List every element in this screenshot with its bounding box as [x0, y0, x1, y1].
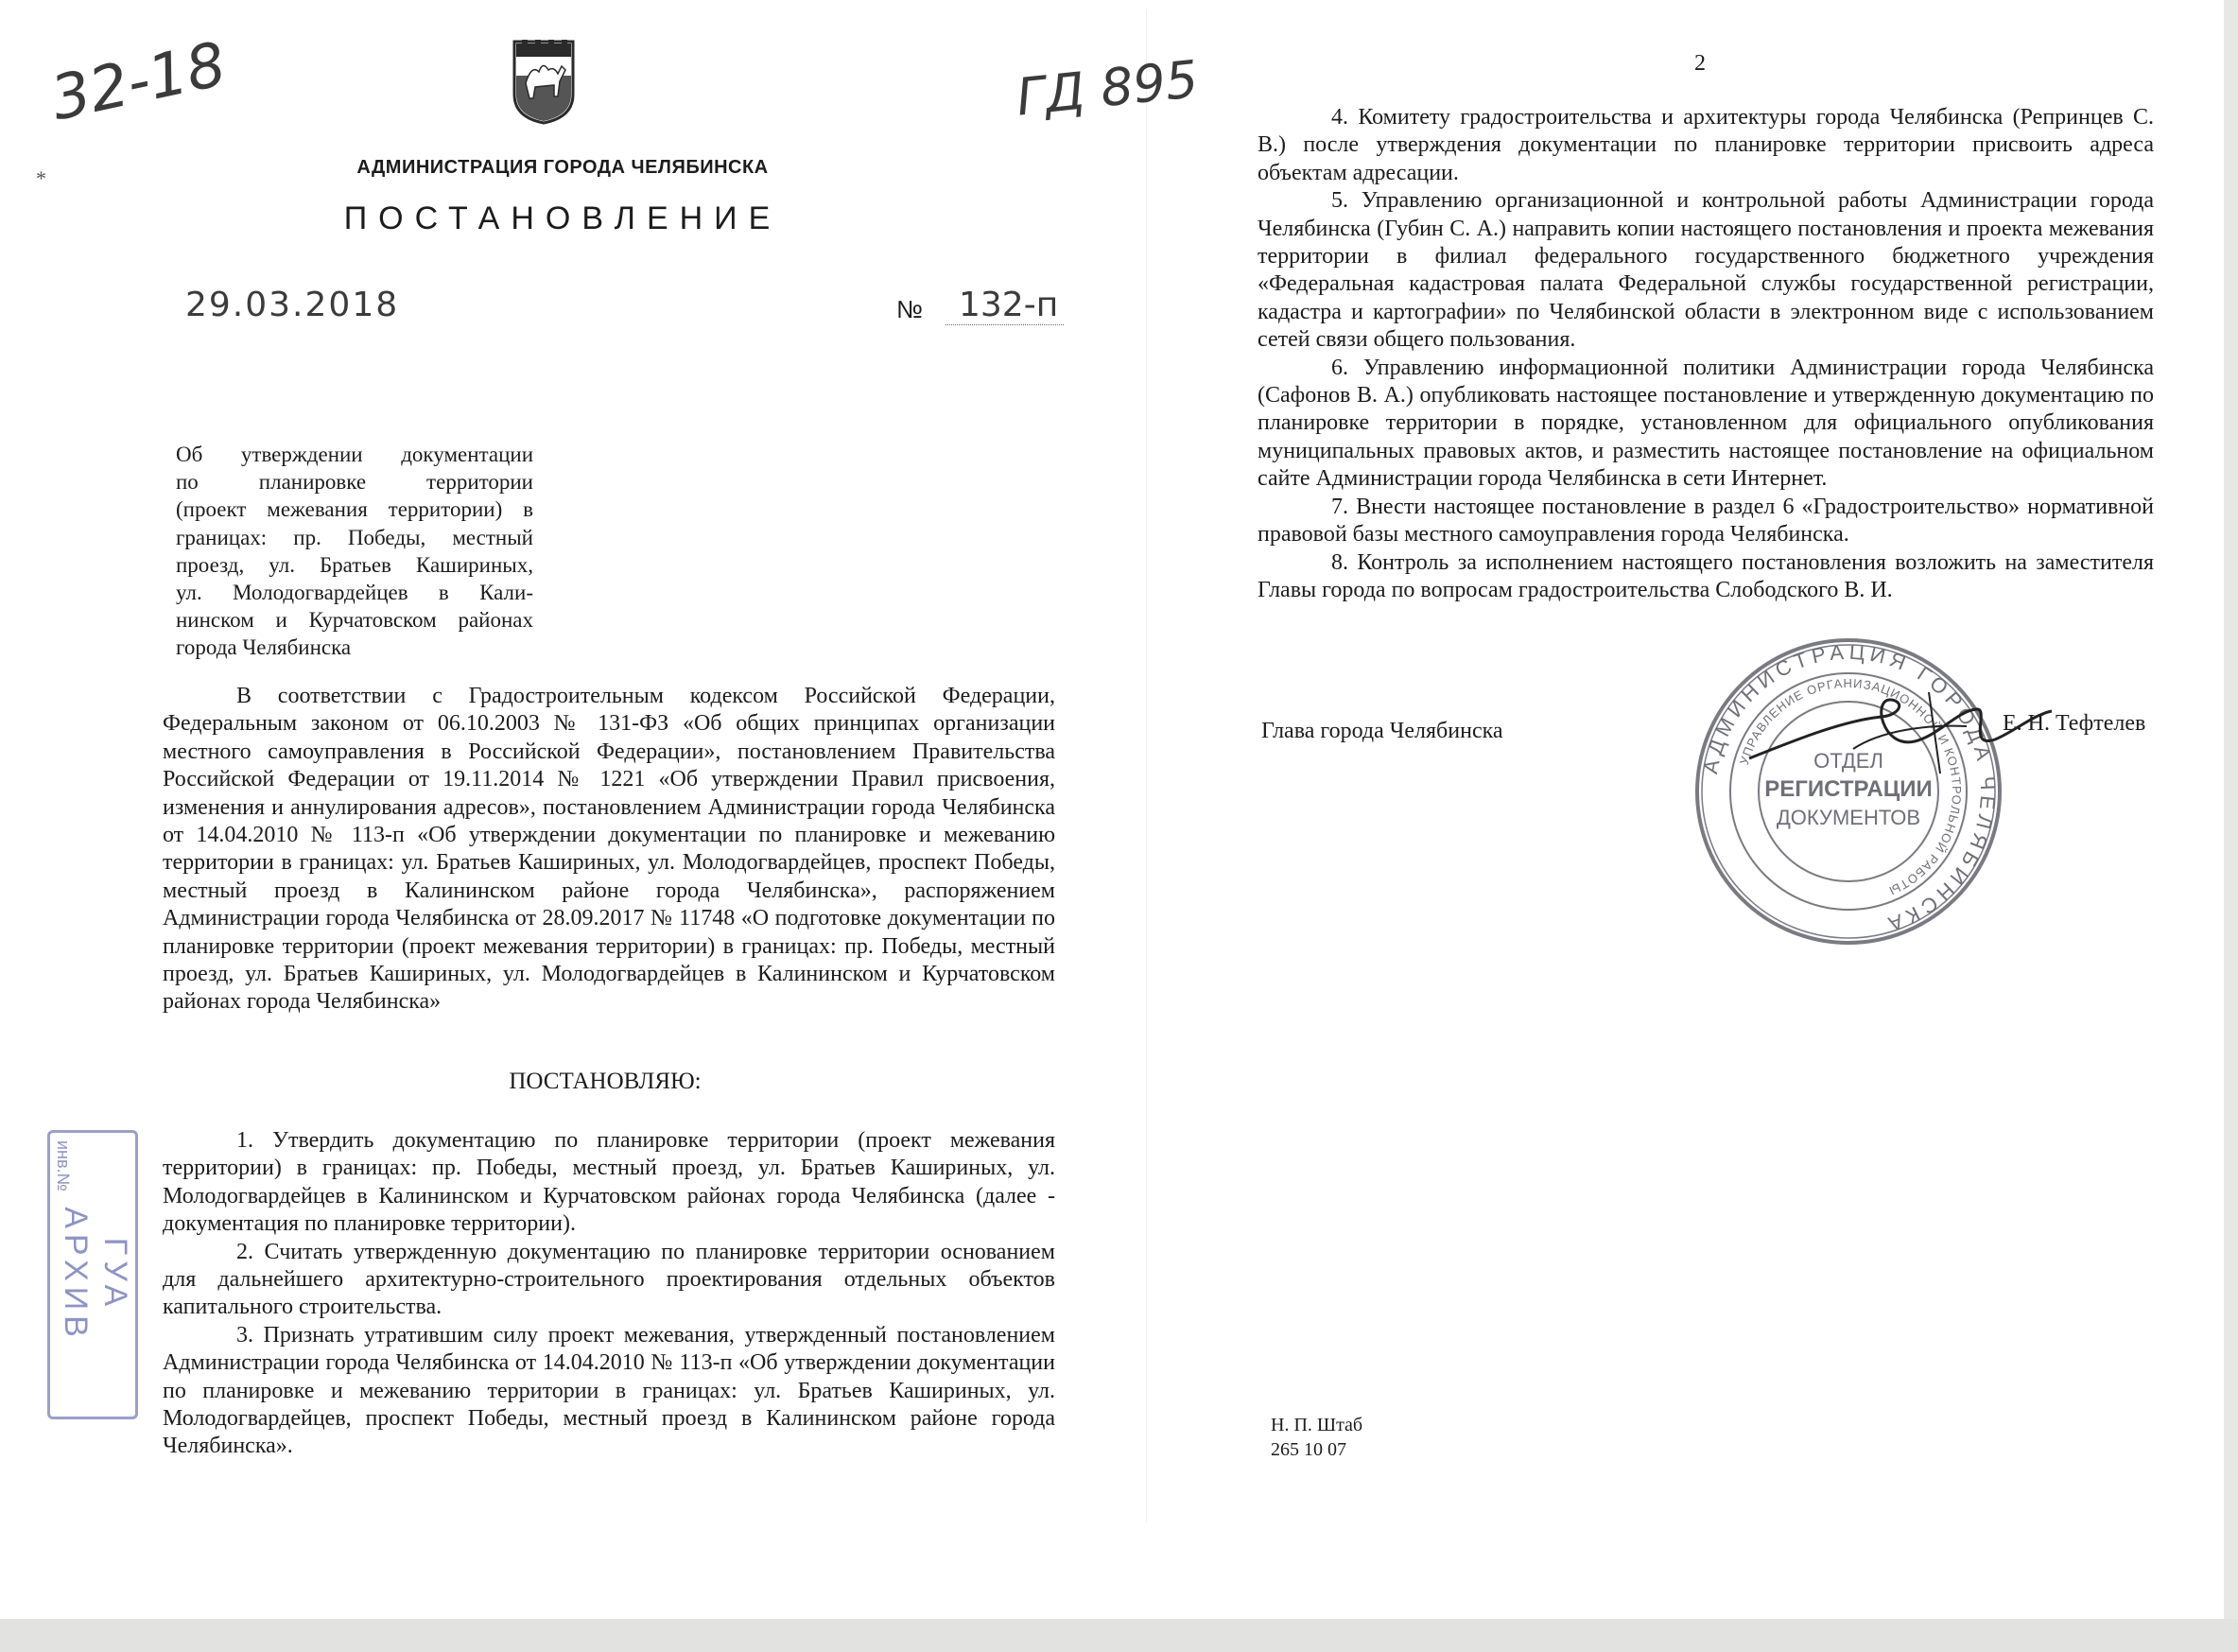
- document-type-title: ПОСТАНОВЛЕНИЕ: [343, 200, 782, 236]
- subject-line: Об утверждении документации: [176, 443, 533, 466]
- archive-stamp-line: АРХИВ: [58, 1207, 94, 1343]
- subject-line: границах: пр. Победы, местный: [176, 525, 533, 549]
- handwritten-corner-mark: 32-18: [45, 29, 233, 135]
- scan-edge-bottom: [0, 1619, 2238, 1652]
- archive-stamp: [47, 1130, 138, 1419]
- page-number: 2: [1694, 51, 1706, 76]
- archive-stamp-line: ГУА: [97, 1237, 133, 1313]
- resolution-item: 1. Утвердить документацию по планировке территории (проект межевания территории) в границах: пр. Победы, местный проезд, ул. Братьев Кашириных, ул. Молодогвардейцев в Калининском и Курчатовском районах города Челябинска (далее - документация по планировке территории).: [163, 1128, 1055, 1237]
- subject-line: нинском и Курчатовском районах: [176, 608, 533, 633]
- resolution-item: 4. Комитету градостроительства и архитектуры города Челябинска (Репринцев С. В.) после утверждения документации по планировке территории присвоить адреса объектам адресации.: [1258, 105, 2154, 185]
- header-admin: АДМИНИСТРАЦИЯ ГОРОДА ЧЕЛЯБИНСКА: [356, 157, 769, 178]
- stamp-inner-text: УПРАВЛЕНИЕ ОРГАНИЗАЦИОННОЙ И КОНТРОЛЬНОЙ РАБОТЫ: [1736, 675, 1965, 898]
- executor-phone: 265 10 07: [1271, 1439, 1346, 1460]
- subject-line: (проект межевания территории) в: [176, 497, 533, 522]
- subject-line: по планировке территории: [176, 470, 533, 495]
- scan-edge-right: [2224, 0, 2238, 1652]
- handwritten-top-mark: ГД 895: [1014, 48, 1202, 128]
- document-date: 29.03.2018: [185, 286, 400, 324]
- page-divider: [1146, 9, 1147, 1522]
- resolve-heading: ПОСТАНОВЛЯЮ:: [509, 1069, 702, 1094]
- resolution-item: 2. Считать утвержденную документацию по планировке территории основанием для дальнейшего архитектурно-строительного проектирования отдельных объектов капитального строительства.: [163, 1239, 1055, 1320]
- stamp-center-line: ДОКУМЕНТОВ: [1776, 806, 1921, 829]
- executor-name: Н. П. Штаб: [1271, 1415, 1363, 1435]
- resolution-item: 3. Признать утратившим силу проект межевания, утвержденный постановлением Администрации города Челябинска от 14.04.2010 № 113-п «Об утверждении документации по планировке и межеванию территории в границах: ул. Братьев Кашириных, ул. Молодогвардейцев, проспект Победы, местный проезд в Калининском районе города Челябинска».: [163, 1322, 1055, 1459]
- coat-of-arms-icon: [511, 38, 577, 125]
- preamble-paragraph: В соответствии с Градостроительным кодексом Российской Федерации, Федеральным законом от 06.10.2003 № 131-ФЗ «Об общих принципах организации местного самоуправления в Российской Федерации», постановлением Правительства Российской Федерации от 19.11.2014 № 1221 «Об утверждении Правил присвоения, изменения и аннулирования адресов», постановлением Администрации города Челябинска от 14.04.2010 № 113-п «Об утверждении документации по планировке и межеванию территории в границах: ул. Братьев Кашириных, ул. Молодогвардейцев, проспект Победы, местный проезд в Калининском районе города Челябинска», распоряжением Администрации города Челябинска от 28.09.2017 № 11748 «О подготовке документации по планировке территории (проект межевания территории) в границах: пр. Победы, местный проезд, ул. Братьев Кашириных, ул. Молодогвардейцев в Калининском и Курчатовском районах города Челябинска»: [163, 684, 1055, 1015]
- subject-block: [176, 441, 533, 662]
- subject-line: ул. Молодогвардейцев в Кали-: [176, 581, 533, 605]
- resolution-item: 7. Внести настоящее постановление в раздел 6 «Градостроительство» нормативной правовой базы местного самоуправления города Челябинска.: [1258, 494, 2154, 548]
- resolution-item: 6. Управлению информационной политики Администрации города Челябинска (Сафонов В. А.) опубликовать настоящее постановление и утвержденную документацию по планировке территории в порядке, установленном для официального опубликования муниципальных правовых актов, и разместить настоящее постановление на официальном сайте Администрации города Челябинска в сети Интернет.: [1258, 355, 2154, 492]
- items-right: [1258, 104, 2154, 604]
- handwritten-signature: [1740, 683, 2061, 787]
- subject-line: проезд, ул. Братьев Кашириных,: [176, 552, 533, 577]
- margin-asterisk: *: [36, 166, 46, 190]
- resolution-item: 5. Управлению организационной и контрольной работы Администрации города Челябинска (Губин С. А.) направить копии настоящего постановления и проекта межевания территории в филиал федерального государственного бюджетного учреждения «Федеральная кадастровая палата Федеральной службы государственной регистрации, кадастра и картографии» по Челябинской области в электронном виде с использованием сетей связи общего пользования.: [1258, 188, 2154, 353]
- subject-line: города Челябинска: [176, 635, 352, 660]
- stamp-center-line: РЕГИСТРАЦИИ: [1764, 776, 1933, 802]
- stamp-outer-text: АДМИНИСТРАЦИЯ ГОРОДА ЧЕЛЯБИНСКА: [1698, 639, 2001, 938]
- signature-position: Глава города Челябинска: [1261, 719, 1503, 743]
- document-number: 132-п: [946, 286, 1064, 325]
- stamp-center-line: ОТДЕЛ: [1813, 749, 1883, 773]
- archive-stamp-label: инв.№: [54, 1140, 73, 1191]
- items-left: [163, 1127, 1055, 1461]
- number-label: №: [896, 295, 923, 323]
- resolution-item: 8. Контроль за исполнением настоящего постановления возложить на заместителя Главы города по вопросам градостроительства Слободского В. И.: [1258, 549, 2154, 602]
- signature-name: Е. Н. Тефтелев: [2003, 711, 2146, 736]
